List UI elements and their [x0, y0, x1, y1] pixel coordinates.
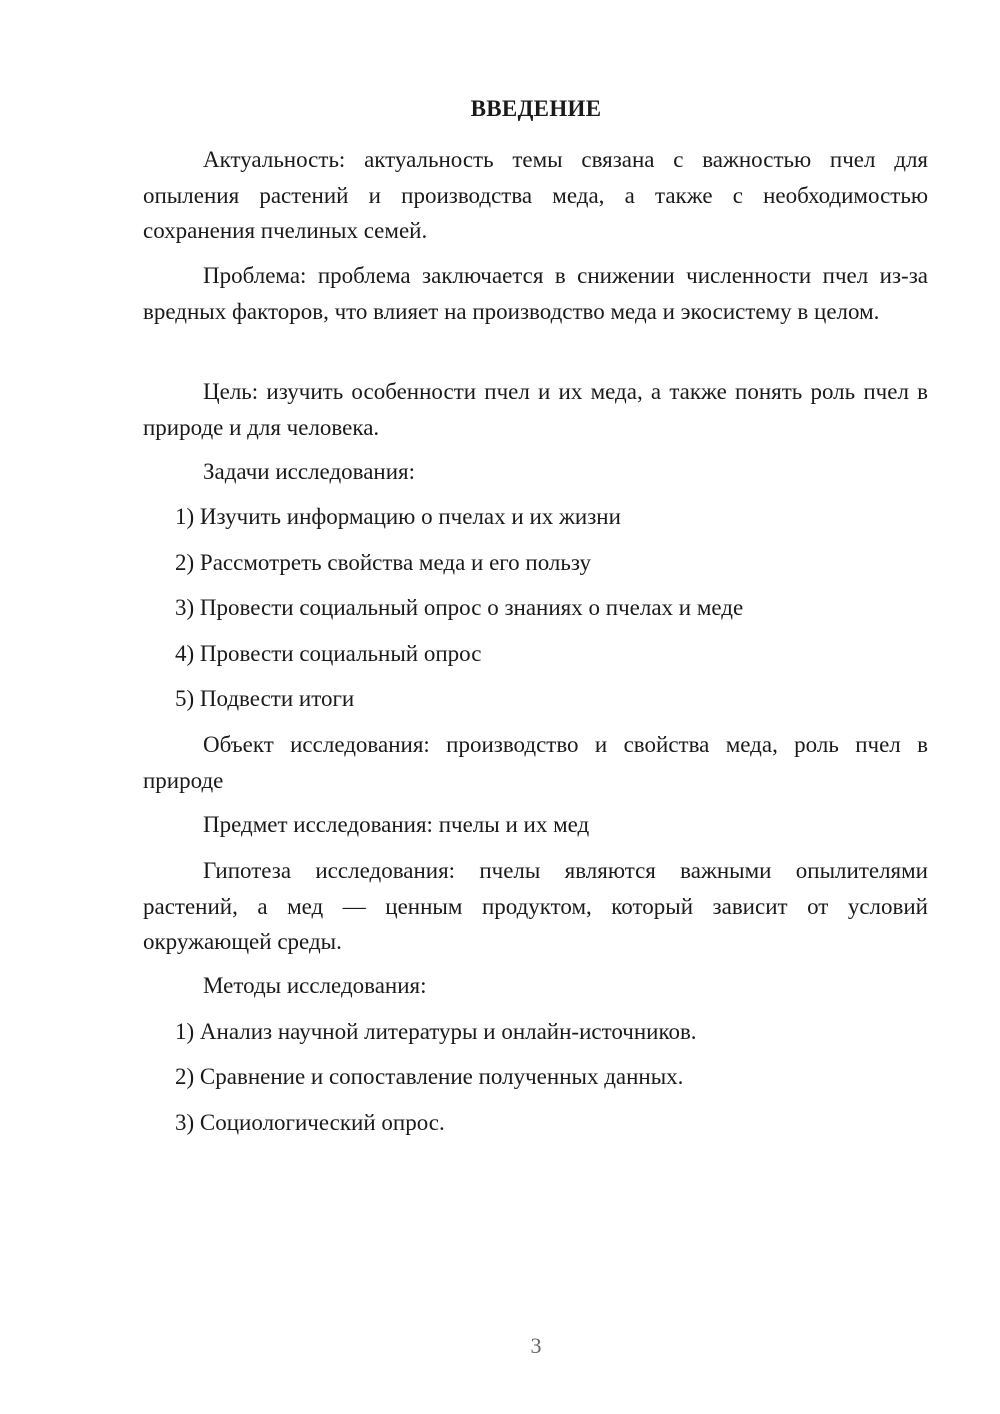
task-item: 1) Изучить информацию о пчелах и их жизни — [175, 504, 621, 529]
problem-paragraph: Проблема: проблема заключается в снижении численности пчел из-за вредных факторов, что влияет на производство меда и экосистему в целом. — [143, 263, 928, 324]
methods-heading: Методы исследования: — [203, 973, 427, 998]
object-paragraph: Объект исследования: производство и свойства меда, роль пчел в природе — [143, 732, 928, 793]
tasks-heading: Задачи исследования: — [203, 459, 416, 484]
method-item: 2) Сравнение и сопоставление полученных данных. — [175, 1064, 684, 1089]
subject-paragraph: Предмет исследования: пчелы и их мед — [203, 812, 590, 837]
page-number: 3 — [530, 1333, 542, 1358]
method-item: 1) Анализ научной литературы и онлайн-источников. — [175, 1019, 697, 1044]
goal-paragraph: Цель: изучить особенности пчел и их меда, а также понять роль пчел в природе и для человека. — [143, 379, 928, 440]
relevance-paragraph: Актуальность: актуальность темы связана с важностью пчел для опыления растений и производства меда, а также с необходимостью сохранения пчелиных семей. — [143, 147, 928, 243]
method-item: 3) Социологический опрос. — [175, 1110, 445, 1135]
task-item: 3) Провести социальный опрос о знаниях о пчелах и меде — [175, 595, 744, 620]
task-item: 5) Подвести итоги — [175, 686, 355, 711]
hypothesis-paragraph: Гипотеза исследования: пчелы являются важными опылителями растений, а мед — ценным продуктом, который зависит от условий окружающей среды. — [143, 858, 928, 954]
task-item: 4) Провести социальный опрос — [175, 641, 482, 666]
task-item: 2) Рассмотреть свойства меда и его пользу — [175, 550, 591, 575]
page-title: ВВЕДЕНИЕ — [470, 96, 602, 121]
